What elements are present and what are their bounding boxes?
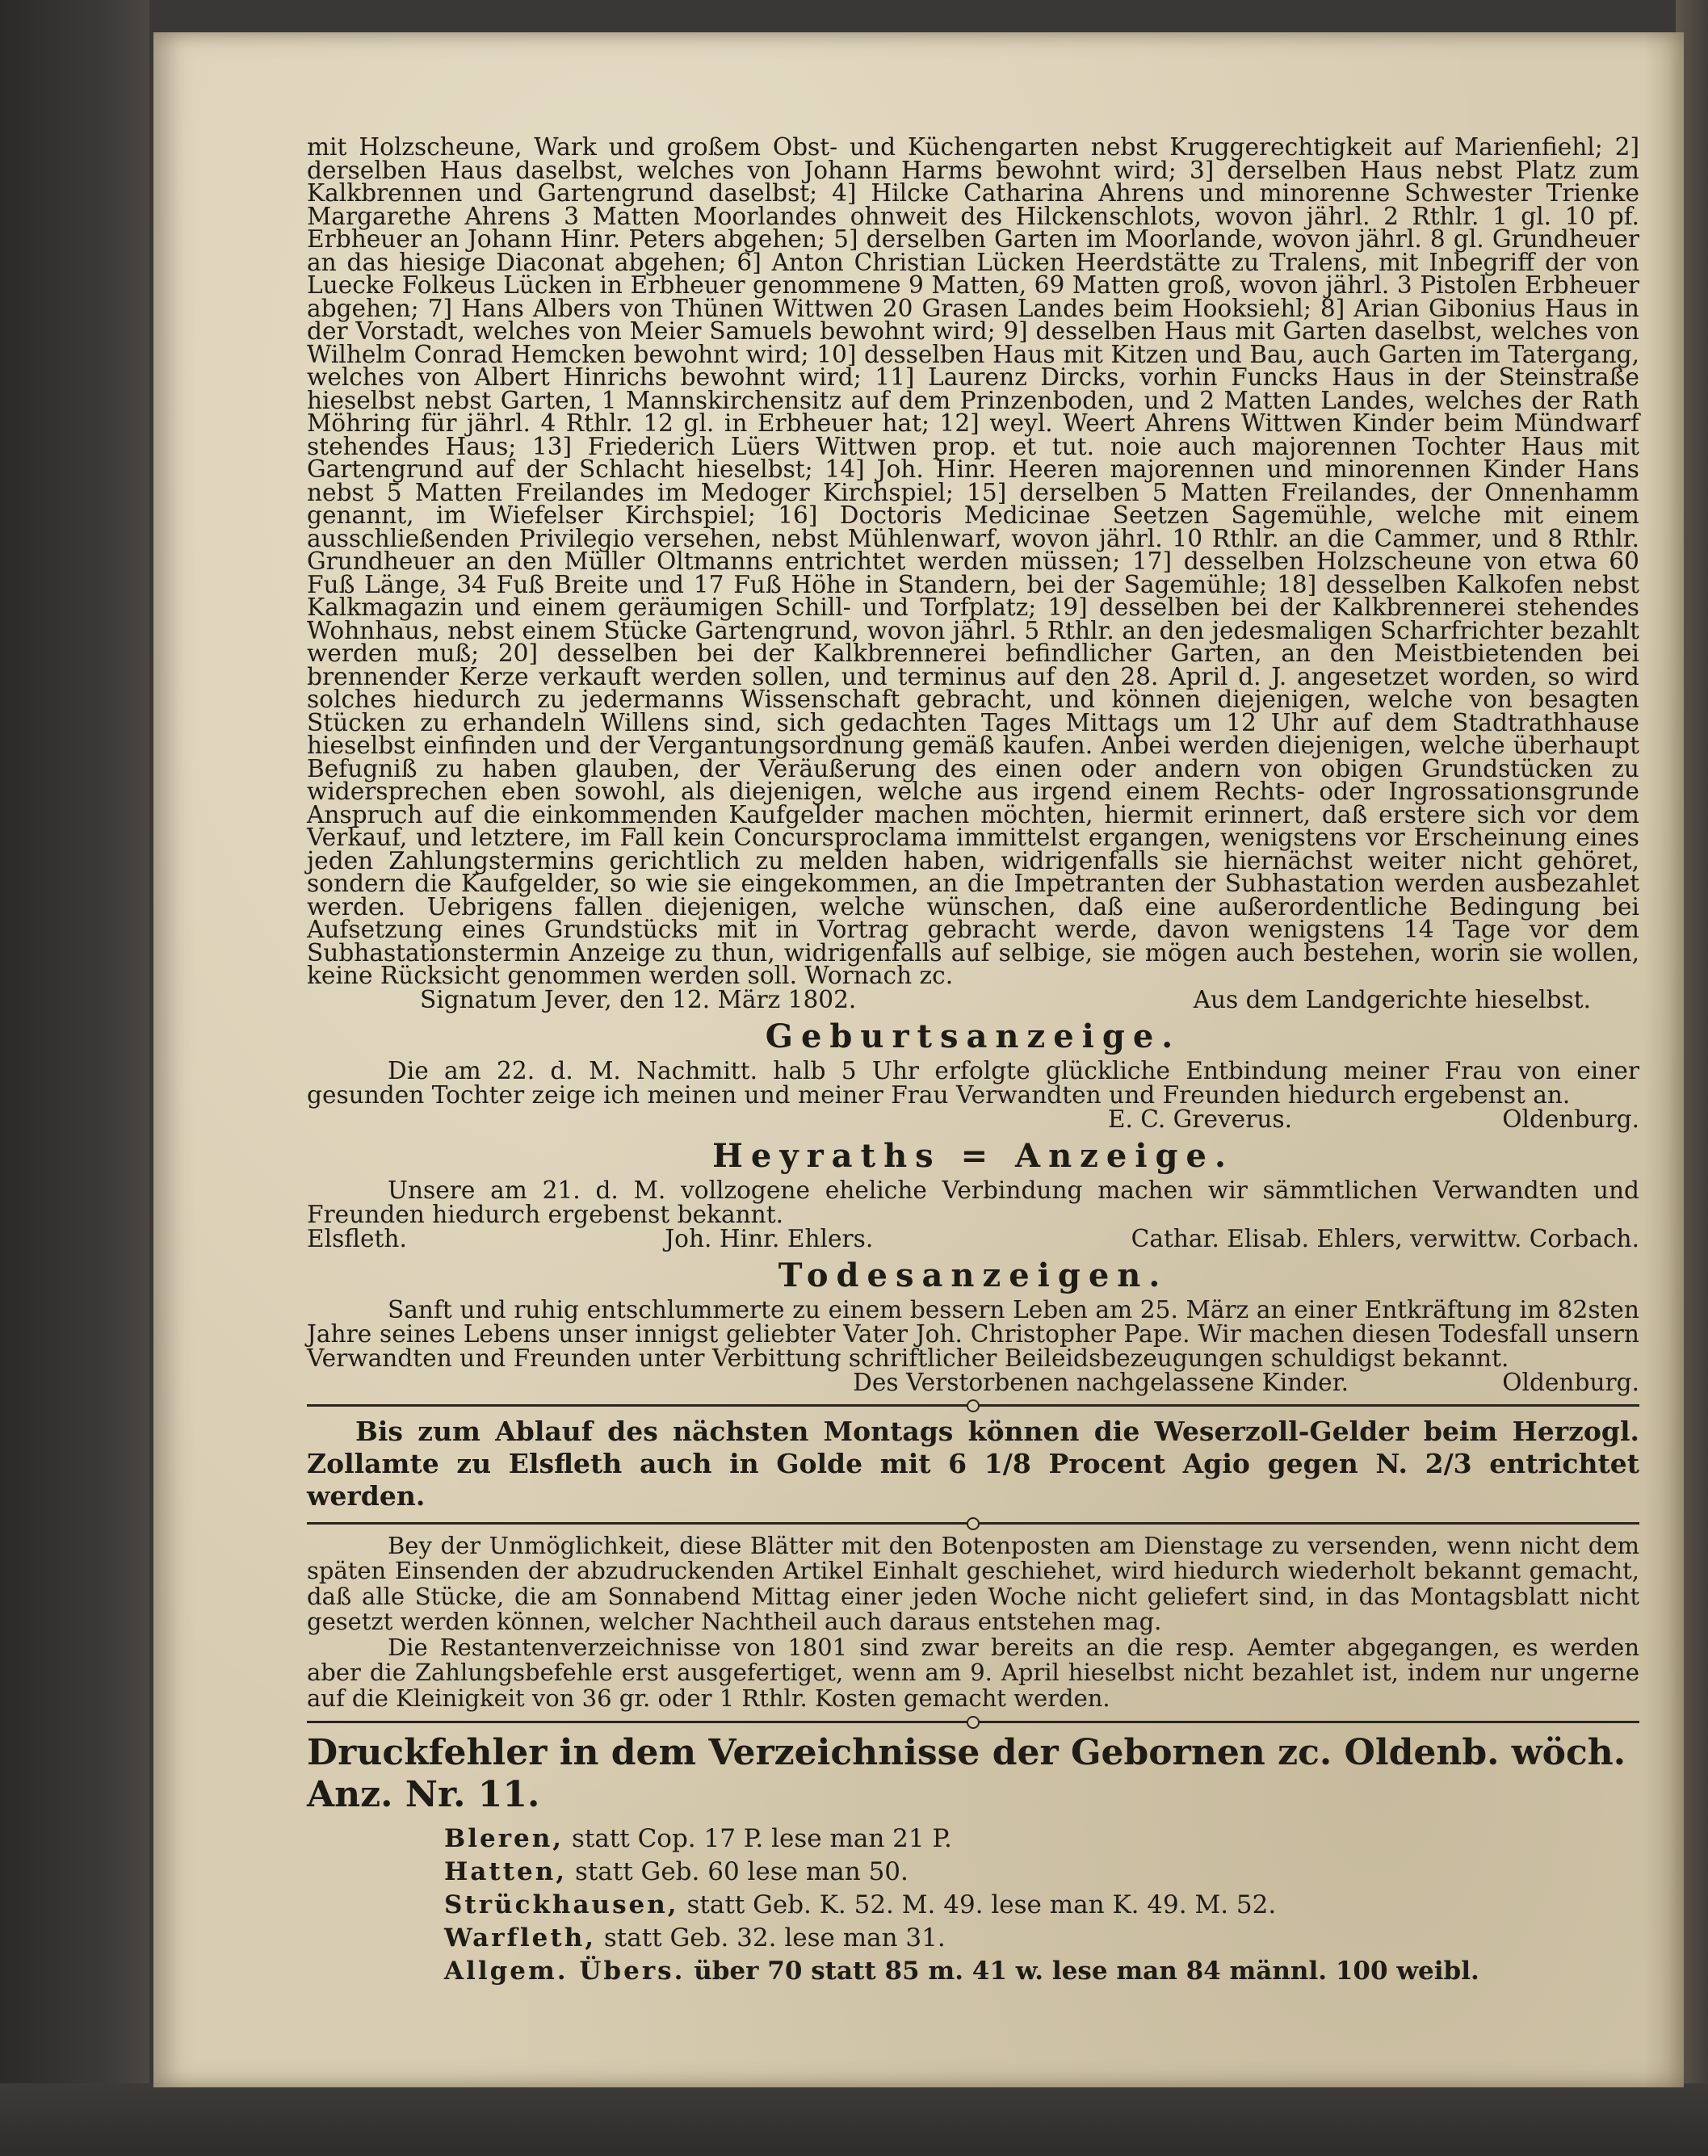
errata-item: [444, 1889, 1639, 1922]
newspaper-page: [153, 32, 1684, 2087]
death-announcement-heading: Todesanzeigen.: [778, 1256, 1169, 1294]
auction-announcement-text: mit Holzscheune, Wark und großem Obst- und Küchengarten nebst Kruggerechtigkeit auf Marienfiehl; 2] derselben Haus daselbst, welches von Johann Harms bewohnt wird; 3] derselben Haus nebst Platz zum Kalkbrennen und Gartengrund daselbst; 4] Hilcke Catharina Ahrens und minorenne Schwester Trienke Margarethe Ahrens 3 Matten Moorlandes ohnweit des Hilckenschlots, wovon jährl. 2 Rthlr. 1 gl. 10 pf. Erbheuer an Johann Hinr. Peters abgehen; 5] derselben Garten im Moorlande, wovon jährl. 8 gl. Grundheuer an das hiesige Diaconat abgehen; 6] Anton Christian Lücken Heerdstätte zu Tralens, mit Inbegriff der von Luecke Folkeus Lücken in Erbheuer genommene 9 Matten, 69 Matten groß, wovon jährl. 3 Pistolen Erbheuer abgehen; 7] Hans Albers von Thünen Wittwen 20 Grasen Landes beim Hooksiehl; 8] Arian Gibonius Haus in der Vorstadt, welches von Meier Samuels bewohnt wird; 9] desselben Haus mit Garten daselbst, welches von Wilhelm Conrad Hemcken bewohnt wird; 10] desselben Haus mit Kitzen und Bau, auch Garten im Tatergang, welches von Albert Hinrichs bewohnt wird; 11] Laurenz Dircks, vorhin Funcks Haus in der Steinstraße hieselbst nebst Garten, 1 Mannskirchensitz auf dem Prinzenboden, und 2 Matten Landes, welches der Rath Möhring für jährl. 4 Rthlr. 12 gl. in Erbheuer hat; 12] weyl. Weert Ahrens Wittwen Kinder beim Mündwarf stehendes Haus; 13] Friederich Lüers Wittwen prop. et tut. noie auch majorennen Tochter Haus mit Gartengrund auf der Schlacht hieselbst; 14] Joh. Hinr. Heeren majorennen und minorennen Kinder Hans nebst 5 Matten Freilandes im Medoger Kirchspiel; 15] derselben 5 Matten Freilandes, der Onnenhamm genannt, im Wiefelser Kirchspiel; 16] Doctoris Medicinae Seetzen Sagemühle, welche mit einem ausschließenden Privilegio versehen, nebst Mühlenwarf, wovon jährl. 10 Rthlr. an die Cammer, und 8 Rthlr. Grundheuer an den Müller Oltmanns entrichtet werden müssen; 17] desselben Holzscheune von etwa 60 Fuß Länge, 34 Fuß Breite und 17 Fuß Höhe in Standern, bei der Sagemühle; 18] desselben Kalkofen nebst Kalkmagazin und einem geräumigen Schill- und Torfplatz; 19] desselben bei der Kalkbrennerei stehendes Wohnhaus, nebst einem Stücke Gartengrund, wovon jährl. 5 Rthlr. an den jedesmaligen Scharfrichter bezahlt werden muß; 20] desselben bei der Kalkbrennerei befindlicher Garten, an den Meistbietenden bei brennender Kerze verkauft werden sollen, und terminus auf den 28. April d. J. angesetzet worden, so wird solches hiedurch zu jedermanns Wissenschaft gebracht, und können diejenigen, welche von besagten Stücken zu erhandeln Willens sind, sich gedachten Tages Mittags um 12 Uhr auf dem Stadtrathhause hieselbst einfinden und der Vergantungsordnung gemäß kaufen. Anbei werden diejenigen, welche überhaupt Befugniß zu haben glauben, der Veräußerung des einen oder andern von obigen Grundstücken zu widersprechen eben sowohl, als diejenigen, welche aus irgend einem Rechts- oder Ingrossationsgrunde Anspruch auf die einkommenden Kaufgelder machen möchten, hiermit erinnert, daß erstere sich vor dem Verkauf, und letztere, im Fall kein Concursproclama immittelst ergangen, wenigstens vor Erscheinung eines jeden Zahlungstermins gerichtlich zu melden haben, widrigenfalls sie hiernächst weiter nicht gehöret, sondern die Kaufgelder, so wie sie eingekommen, an die Impetranten der Subhastation werden ausbezahlet werden. Uebrigens fallen diejenigen, welche wünschen, daß eine außerordentliche Bedingung bei Aufsetzung eines Grundstücks mit in Vortrag gebracht werde, davon wenigstens 14 Tage vor dem Subhastationstermin Anzeige zu thun, widrigenfalls auf selbige, sie mögen auch bestehen, worin sie wollen, keine Rücksicht genommen werden soll. Wornach zc.: [307, 133, 1639, 989]
birth-announcement-heading: Geburtsanzeige.: [765, 1017, 1181, 1055]
section-divider: [307, 1716, 1639, 1727]
errata-place: Bleren,: [444, 1824, 564, 1853]
errata-place: Warfleth,: [444, 1923, 597, 1953]
errata-correction: über 70 statt 85 m. 41 w. lese man 84 männl. 100 weibl.: [694, 1957, 1479, 1986]
section-divider: [307, 1517, 1639, 1529]
errata-item: [444, 1922, 1639, 1955]
marriage-announcement-heading: Heyraths = Anzeige.: [712, 1136, 1234, 1175]
errata-item: [444, 1856, 1639, 1889]
section-divider: [307, 1399, 1639, 1411]
signatum-date: Signatum Jever, den 12. März 1802.: [420, 985, 857, 1013]
signatum-court: Aus dem Landgerichte hieselbst.: [1193, 985, 1591, 1013]
scan-background-left: [0, 0, 149, 2156]
errata-correction: statt Cop. 17 P. lese man 21 P.: [571, 1824, 952, 1853]
customs-notice: Bis zum Ablauf des nächsten Montags können die Weserzoll-Gelder beim Herzogl. Zollamte zu Elsfleth auch in Golde mit 6 1/8 Procent Agio gegen N. 2/3 entrichtet werden.: [307, 1415, 1639, 1512]
marriage-bride: Cathar. Elisab. Ehlers, verwittw. Corbach.: [1131, 1224, 1639, 1252]
birth-place: Oldenburg.: [1502, 1105, 1639, 1133]
divider-ornament: [967, 1399, 980, 1412]
divider-ornament: [967, 1716, 980, 1729]
errata-place: Strückhausen,: [444, 1890, 679, 1919]
arrears-notice: Die Restantenverzeichnisse von 1801 sind zwar bereits an die resp. Aemter abgegangen, es werden aber die Zahlungsbefehle erst ausgefertiget, wenn am 9. April hieselbst nicht bezahlet ist, indem nur ungerne auf die Kleinigkeit von 36 gr. oder 1 Rthlr. Kosten gemacht werden.: [307, 1633, 1639, 1712]
errata-correction: statt Geb. 32. lese man 31.: [603, 1923, 946, 1953]
errata-place: Hatten,: [444, 1857, 568, 1886]
errata-item: [444, 1955, 1639, 1988]
page-edge-shadow: [1643, 32, 1684, 2087]
errata-correction: statt Geb. K. 52. M. 49. lese man K. 49. M. 52.: [686, 1890, 1277, 1919]
delivery-notice: Bey der Unmöglichkeit, diese Blätter mit den Botenposten am Dienstage zu versenden, wenn nicht dem späten Einsenden der abzudruckenden Artikel Einhalt geschiehet, wird hiedurch wiederholt bekannt gemacht, daß alle Stücke, die am Sonnabend Mittag einer jeden Woche nicht geliefert sind, in das Montagsblatt nicht gesetzt werden können, welcher Nachtheil auch daraus entstehen mag.: [307, 1531, 1639, 1635]
divider-ornament: [967, 1517, 980, 1530]
marriage-groom: Joh. Hinr. Ehlers.: [665, 1224, 874, 1252]
marriage-announcement-text: Unsere am 21. d. M. vollzogene eheliche Verbindung machen wir sämmtlichen Verwandten und Freunden hiedurch ergebenst bekannt.: [307, 1176, 1639, 1228]
marriage-place: Elsfleth.: [307, 1224, 407, 1252]
death-text-body: Sanft und ruhig entschlummerte zu einem bessern Leben am 25. März an einer Entkräftung im 82sten Jahre seines Lebens unser innigst geliebter Vater Joh. Christopher Pape. Wir machen diesen Todesfall unsern Verwandten und Freunden unter Verbittung schriftlicher Beileidsbezeugungen schuldigst bekannt.: [307, 1295, 1639, 1372]
errata-correction: statt Geb. 60 lese man 50.: [574, 1857, 909, 1886]
death-place: Oldenburg.: [1502, 1368, 1639, 1396]
scan-background-bottom: [0, 2083, 1708, 2156]
death-signature: Des Verstorbenen nachgelassene Kinder.: [853, 1368, 1349, 1396]
page-content: [307, 133, 1639, 1988]
birth-signature: E. C. Greverus.: [1107, 1105, 1292, 1133]
errata-place: Allgem. Übers.: [444, 1957, 686, 1986]
errata-list: [307, 1823, 1639, 1988]
errata-item: [444, 1823, 1639, 1856]
marriage-signature-line: [307, 1224, 1639, 1252]
signatum-line: [307, 985, 1639, 1013]
birth-text-body: Die am 22. d. M. Nachmitt. halb 5 Uhr erfolgte glückliche Entbindung meiner Frau von einer gesunden Tochter zeige ich meinen und meiner Frau Verwandten und Freunden hiedurch ergebenst an.: [307, 1056, 1639, 1109]
errata-heading: Druckfehler in dem Verzeichnisse der Gebornen zc. Oldenb. wöch. Anz. Nr. 11.: [307, 1732, 1626, 1815]
